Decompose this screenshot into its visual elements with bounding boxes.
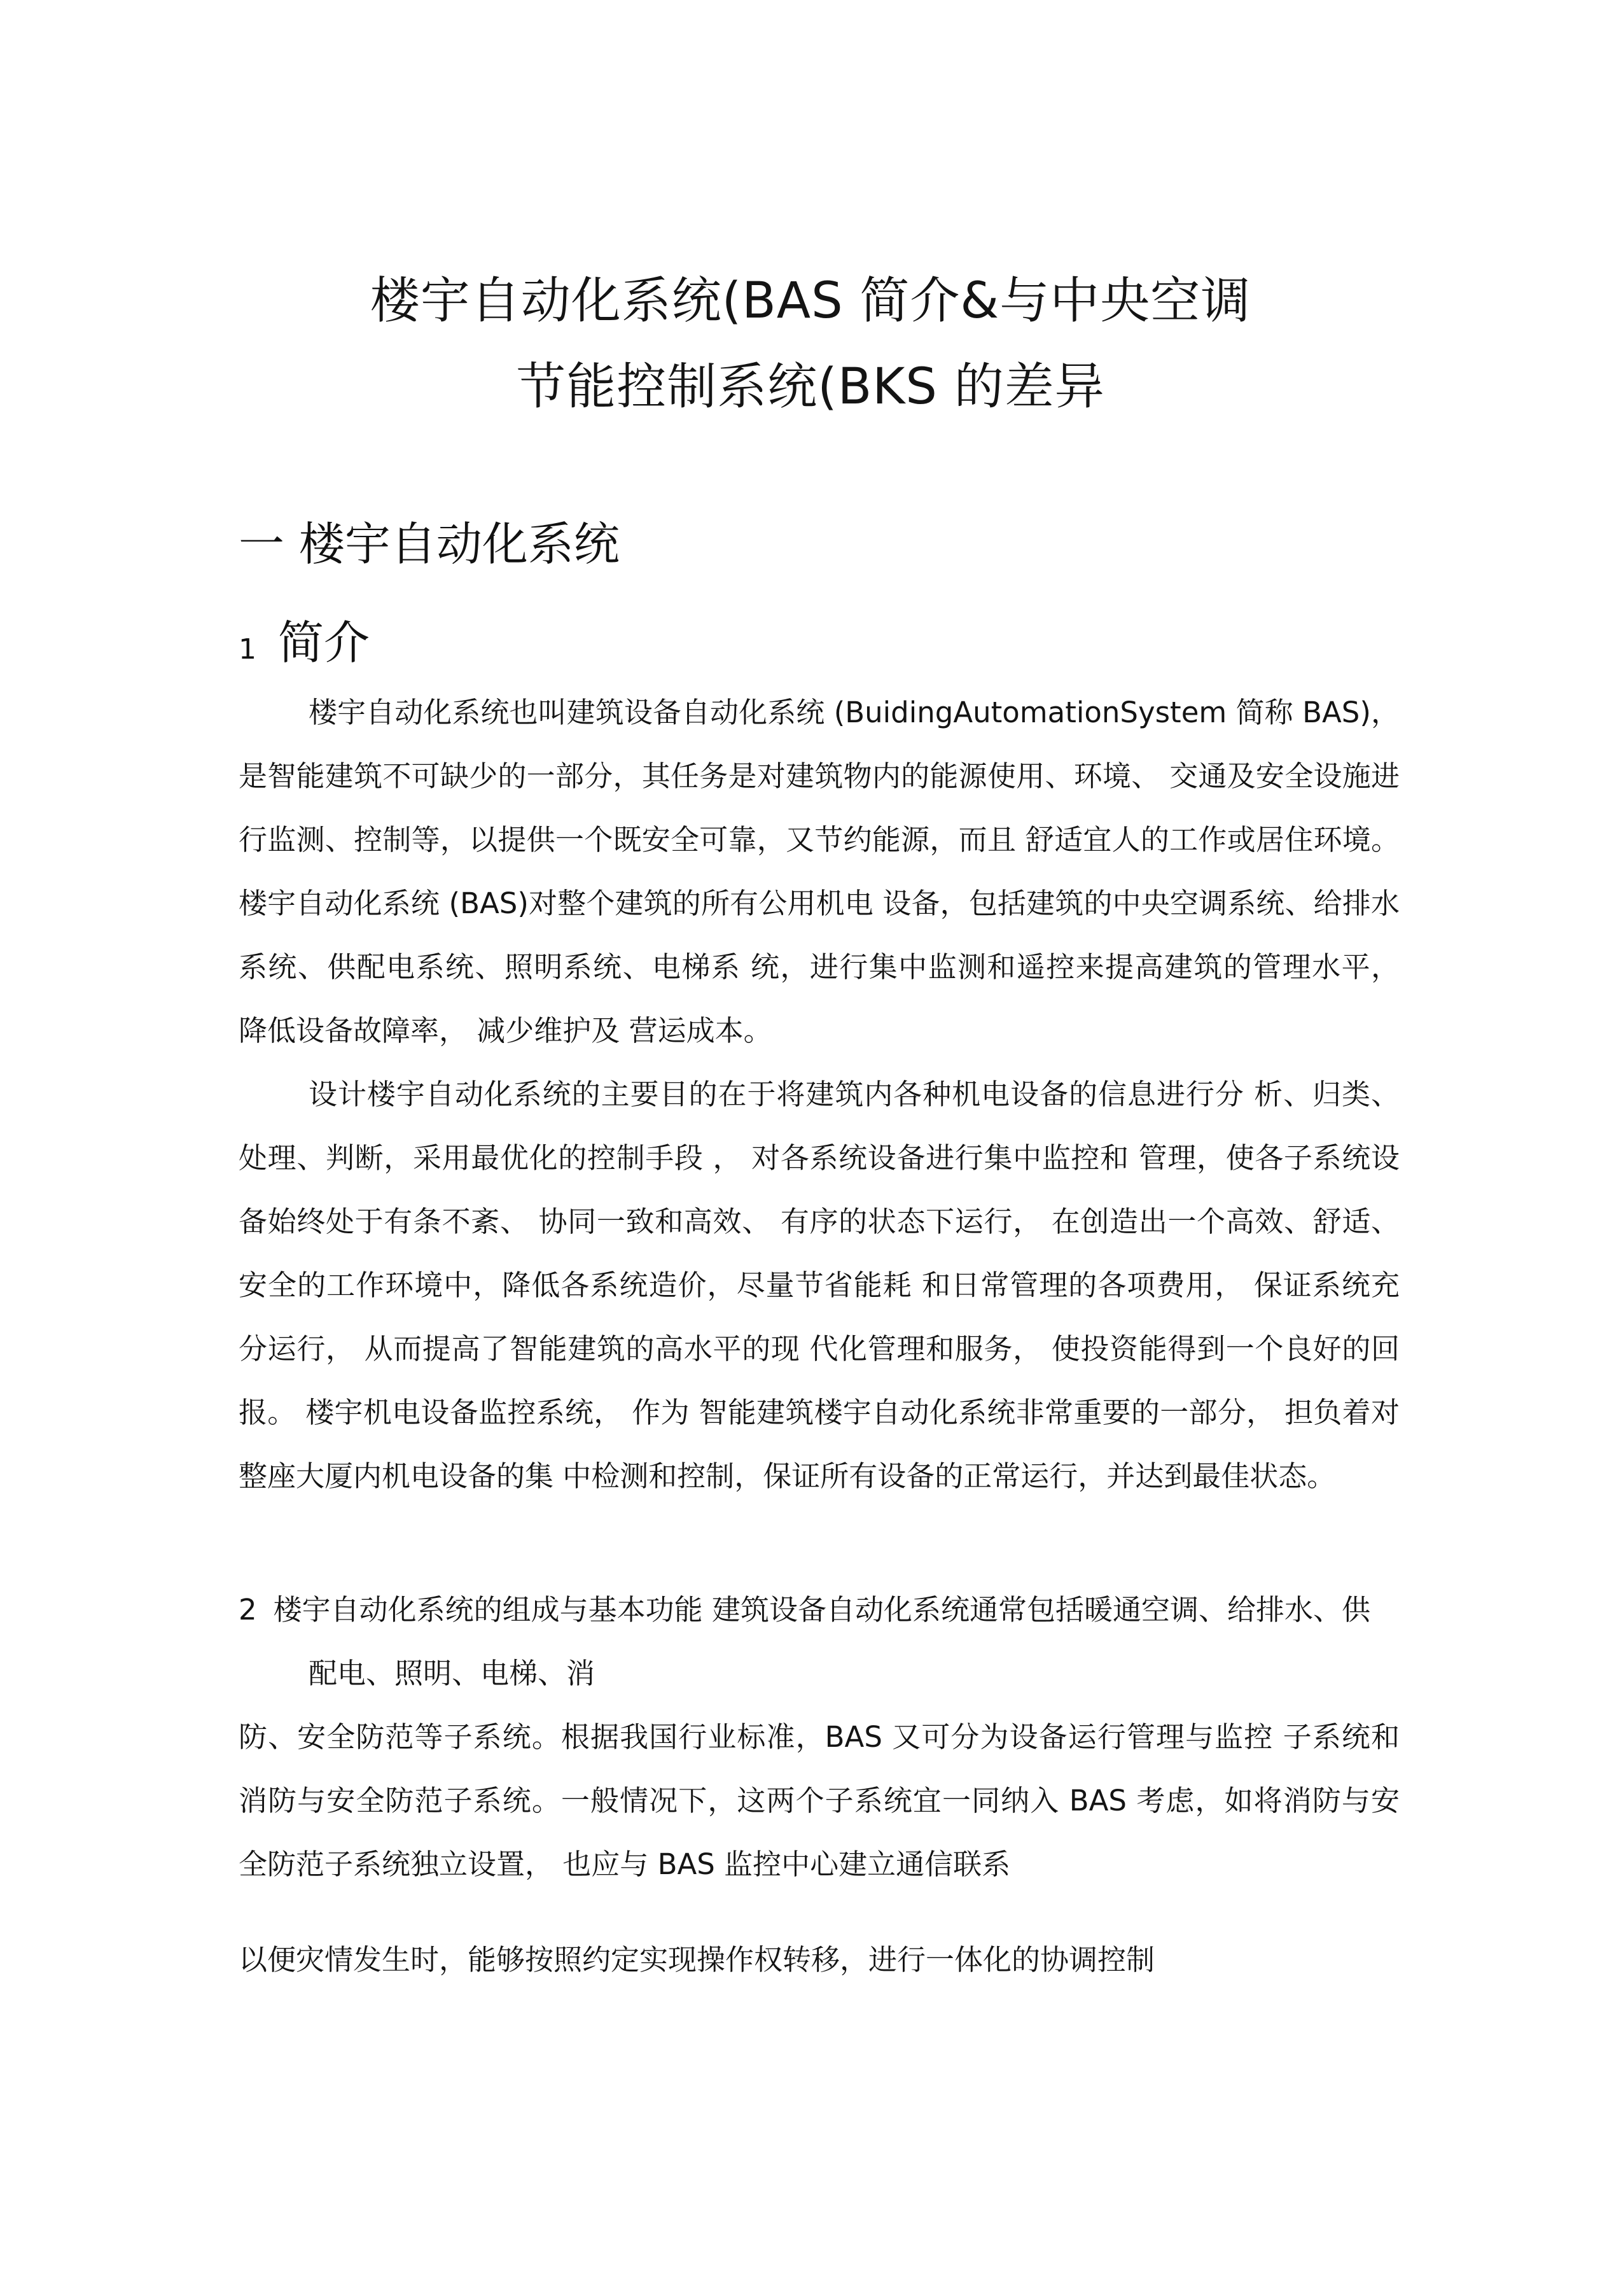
subsection-1-heading bbox=[239, 611, 370, 687]
section-1-heading: 一 楼宇自动化系统 bbox=[239, 517, 620, 571]
document-title-line-1: 楼宇自动化系统(BAS 简介&与中央空调 bbox=[370, 272, 1251, 330]
section-2-number: 2 bbox=[239, 1593, 257, 1627]
paragraph-intro: 楼宇自动化系统也叫建筑设备自动化系统 (BuidingAutomationSystem 简称 BAS)，是智能建筑不可缺少的一部分，其任务是对建筑物内的能源使用、环境、 交通及安全设施进行监测、控制等，以提供一个既安全可靠，又节约能源，而且 舒适宜人的工作或居住环境。楼宇自动化系统 (BAS)对整个建筑的所有公用机电 设备，包括建筑的中央空调系统、给排水系统、供配电系统、照明系统、电梯系 统，进行集中监测和遥控来提高建筑的管理水平， 降低设备故障率， 减少维护及 营运成本。 bbox=[239, 696, 1400, 1047]
paragraph-disaster-control: 以便灾情发生时，能够按照约定实现操作权转移，进行一体化的协调控制 bbox=[239, 1943, 1155, 1977]
paragraph-subsystems: 防、安全防范等子系统。根据我国行业标准，BAS 又可分为设备运行管理与监控 子系统和消防与安全防范子系统。一般情况下，这两个子系统宜一同纳入 BAS 考虑，如将消防与安全防范子系统独立设置， 也应与 BAS 监控中心建立通信联系 bbox=[239, 1720, 1400, 1881]
document-title-line-2: 节能控制系统(BKS 的差异 bbox=[516, 358, 1105, 416]
section-2-heading-continuation: 配电、照明、电梯、消 bbox=[309, 1656, 595, 1690]
section-2-heading bbox=[239, 1578, 1400, 1642]
subsection-number: 1 bbox=[239, 633, 256, 666]
section-2-heading-text: 楼宇自动化系统的组成与基本功能 建筑设备自动化系统通常包括暖通空调、给排水、供 bbox=[273, 1593, 1370, 1627]
paragraph-design-purpose: 设计楼宇自动化系统的主要目的在于将建筑内各种机电设备的信息进行分 析、归类、处理、判断，采用最优化的控制手段 ， 对各系统设备进行集中监控和 管理，使各子系统设备始终处于有条不紊、 协同一致和高效、 有序的状态下运行， 在创造出一个高效、舒适、安全的工作环境中，降低各系统造价，尽量节省能耗 和日常管理的各项费用， 保证系统充分运行， 从而提高了智能建筑的高水平的现 代化管理和服务， 使投资能得到一个良好的回报。 楼宇机电设备监控系统， 作为 智能建筑楼宇自动化系统非常重要的一部分， 担负着对整座大厦内机电设备的集 中检测和控制，保证所有设备的正常运行，并达到最佳状态。 bbox=[239, 1077, 1400, 1493]
subsection-title: 简介 bbox=[278, 616, 370, 669]
